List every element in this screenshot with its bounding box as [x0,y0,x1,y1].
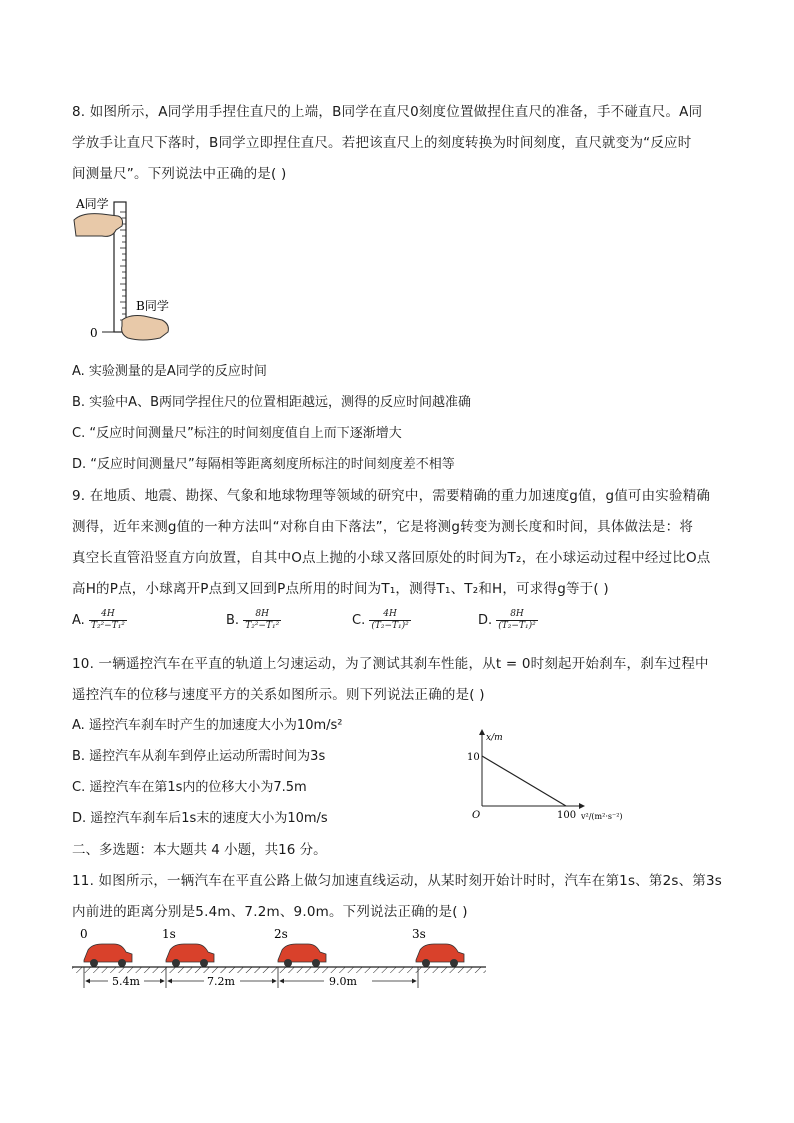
q9-option-a: A. $\frac{4H}{\text{T₂²−T₁²}}$ [72,609,125,631]
q8-option-c: C. “反应时间测量尺”标注的时间刻度值自上而下逐渐增大 [72,426,402,441]
q8-line-2: 学放手让直尺下落时，B同学立即捏住直尺。若把该直尺上的刻度转换为时间刻度，直尺就变为“反应时 [72,135,692,151]
graph-x-tick: 100 [557,810,577,821]
graph-y-label: x/m [486,733,503,743]
q9-option-d: D. $\frac{8H}{\text{(T₂−T₁)²}}$ [478,609,536,631]
q10-option-d: D. 遥控汽车刹车后1s末的速度大小为10m/s [72,811,328,826]
time-label-2s: 2s [274,927,288,941]
q8-line-1: 8. 如图所示，A同学用手捏住直尺的上端，B同学在直尺0刻度位置做捏住直尺的准备，手不碰直尺。A同 [72,104,703,120]
q11-line-1: 11. 如图所示，一辆汽车在平直公路上做匀加速直线运动，从某时刻开始计时时，汽车在第1s、第2s、第3s [72,873,723,889]
q9-line-3: 真空长直管沿竖直方向放置，自其中O点上抛的小球又落回原处的时间为T₂，在小球运动过程中经过比O点 [72,550,711,566]
distance-label-3: 9.0m [329,975,357,988]
car-icon [278,944,326,967]
q9-line-4: 高H的P点，小球离开P点到又回到P点所用的时间为T₁，测得T₁、T₂和H，可求得g等于( ) [72,581,609,597]
q9-option-b: B. $\frac{8H}{\text{T₂²−T₁²}}$ [226,609,280,631]
graph-x-label: v²/(m²·s⁻²) [581,812,623,821]
time-label-0: 0 [80,927,88,941]
section-2-heading: 二、多选题：本大题共 4 小题，共16 分。 [72,842,327,858]
q9-option-c: C. $\frac{4H}{\text{(T₂−T₁)²}}$ [352,609,409,631]
car-icon [84,944,132,967]
q8-option-b: B. 实验中A、B两同学捏住尺的位置相距越远，测得的反应时间越准确 [72,395,471,410]
ruler-zero-label: 0 [90,326,98,340]
hand-b-icon [122,316,169,341]
q10-option-a: A. 遥控汽车刹车时产生的加速度大小为10m/s² [72,718,343,733]
graph-line [482,756,566,806]
q9-line-2: 测得，近年来测g值的一种方法叫“对称自由下落法”，它是将测g转变为测长度和时间，具体做法是：将 [72,519,694,535]
label-a-student: A同学 [76,197,109,211]
ground-hatch [72,967,486,973]
q8-option-a: A. 实验测量的是A同学的反应时间 [72,364,267,379]
q11-line-2: 内前进的距离分别是5.4m、7.2m、9.0m。下列说法正确的是( ) [72,904,468,920]
time-label-3s: 3s [412,927,426,941]
graph-origin: O [472,810,481,821]
q10-option-c: C. 遥控汽车在第1s内的位移大小为7.5m [72,780,307,795]
q10-option-b: B. 遥控汽车从刹车到停止运动所需时间为3s [72,749,326,764]
distance-label-2: 7.2m [207,975,235,988]
car-icon [166,944,214,967]
distance-label-1: 5.4m [112,975,140,988]
x-v2-graph [462,726,642,822]
ruler-figure [72,192,192,342]
graph-y-tick: 10 [467,752,480,763]
car-motion-figure [72,926,492,996]
q10-line-2: 遥控汽车的位移与速度平方的关系如图所示。则下列说法正确的是( ) [72,687,485,703]
car-icon [416,944,464,967]
q10-line-1: 10. 一辆遥控汽车在平直的轨道上匀速运动，为了测试其刹车性能，从t = 0时刻起开始刹车，刹车过程中 [72,656,709,672]
q8-line-3: 间测量尺”。下列说法中正确的是( ) [72,166,287,182]
q8-option-d: D. “反应时间测量尺”每隔相等距离刻度所标注的时间刻度差不相等 [72,457,455,472]
time-label-1s: 1s [162,927,176,941]
q9-line-1: 9. 在地质、地震、勘探、气象和地球物理等领域的研究中，需要精确的重力加速度g值，g值可由实验精确 [72,488,711,504]
label-b-student: B同学 [136,299,169,313]
